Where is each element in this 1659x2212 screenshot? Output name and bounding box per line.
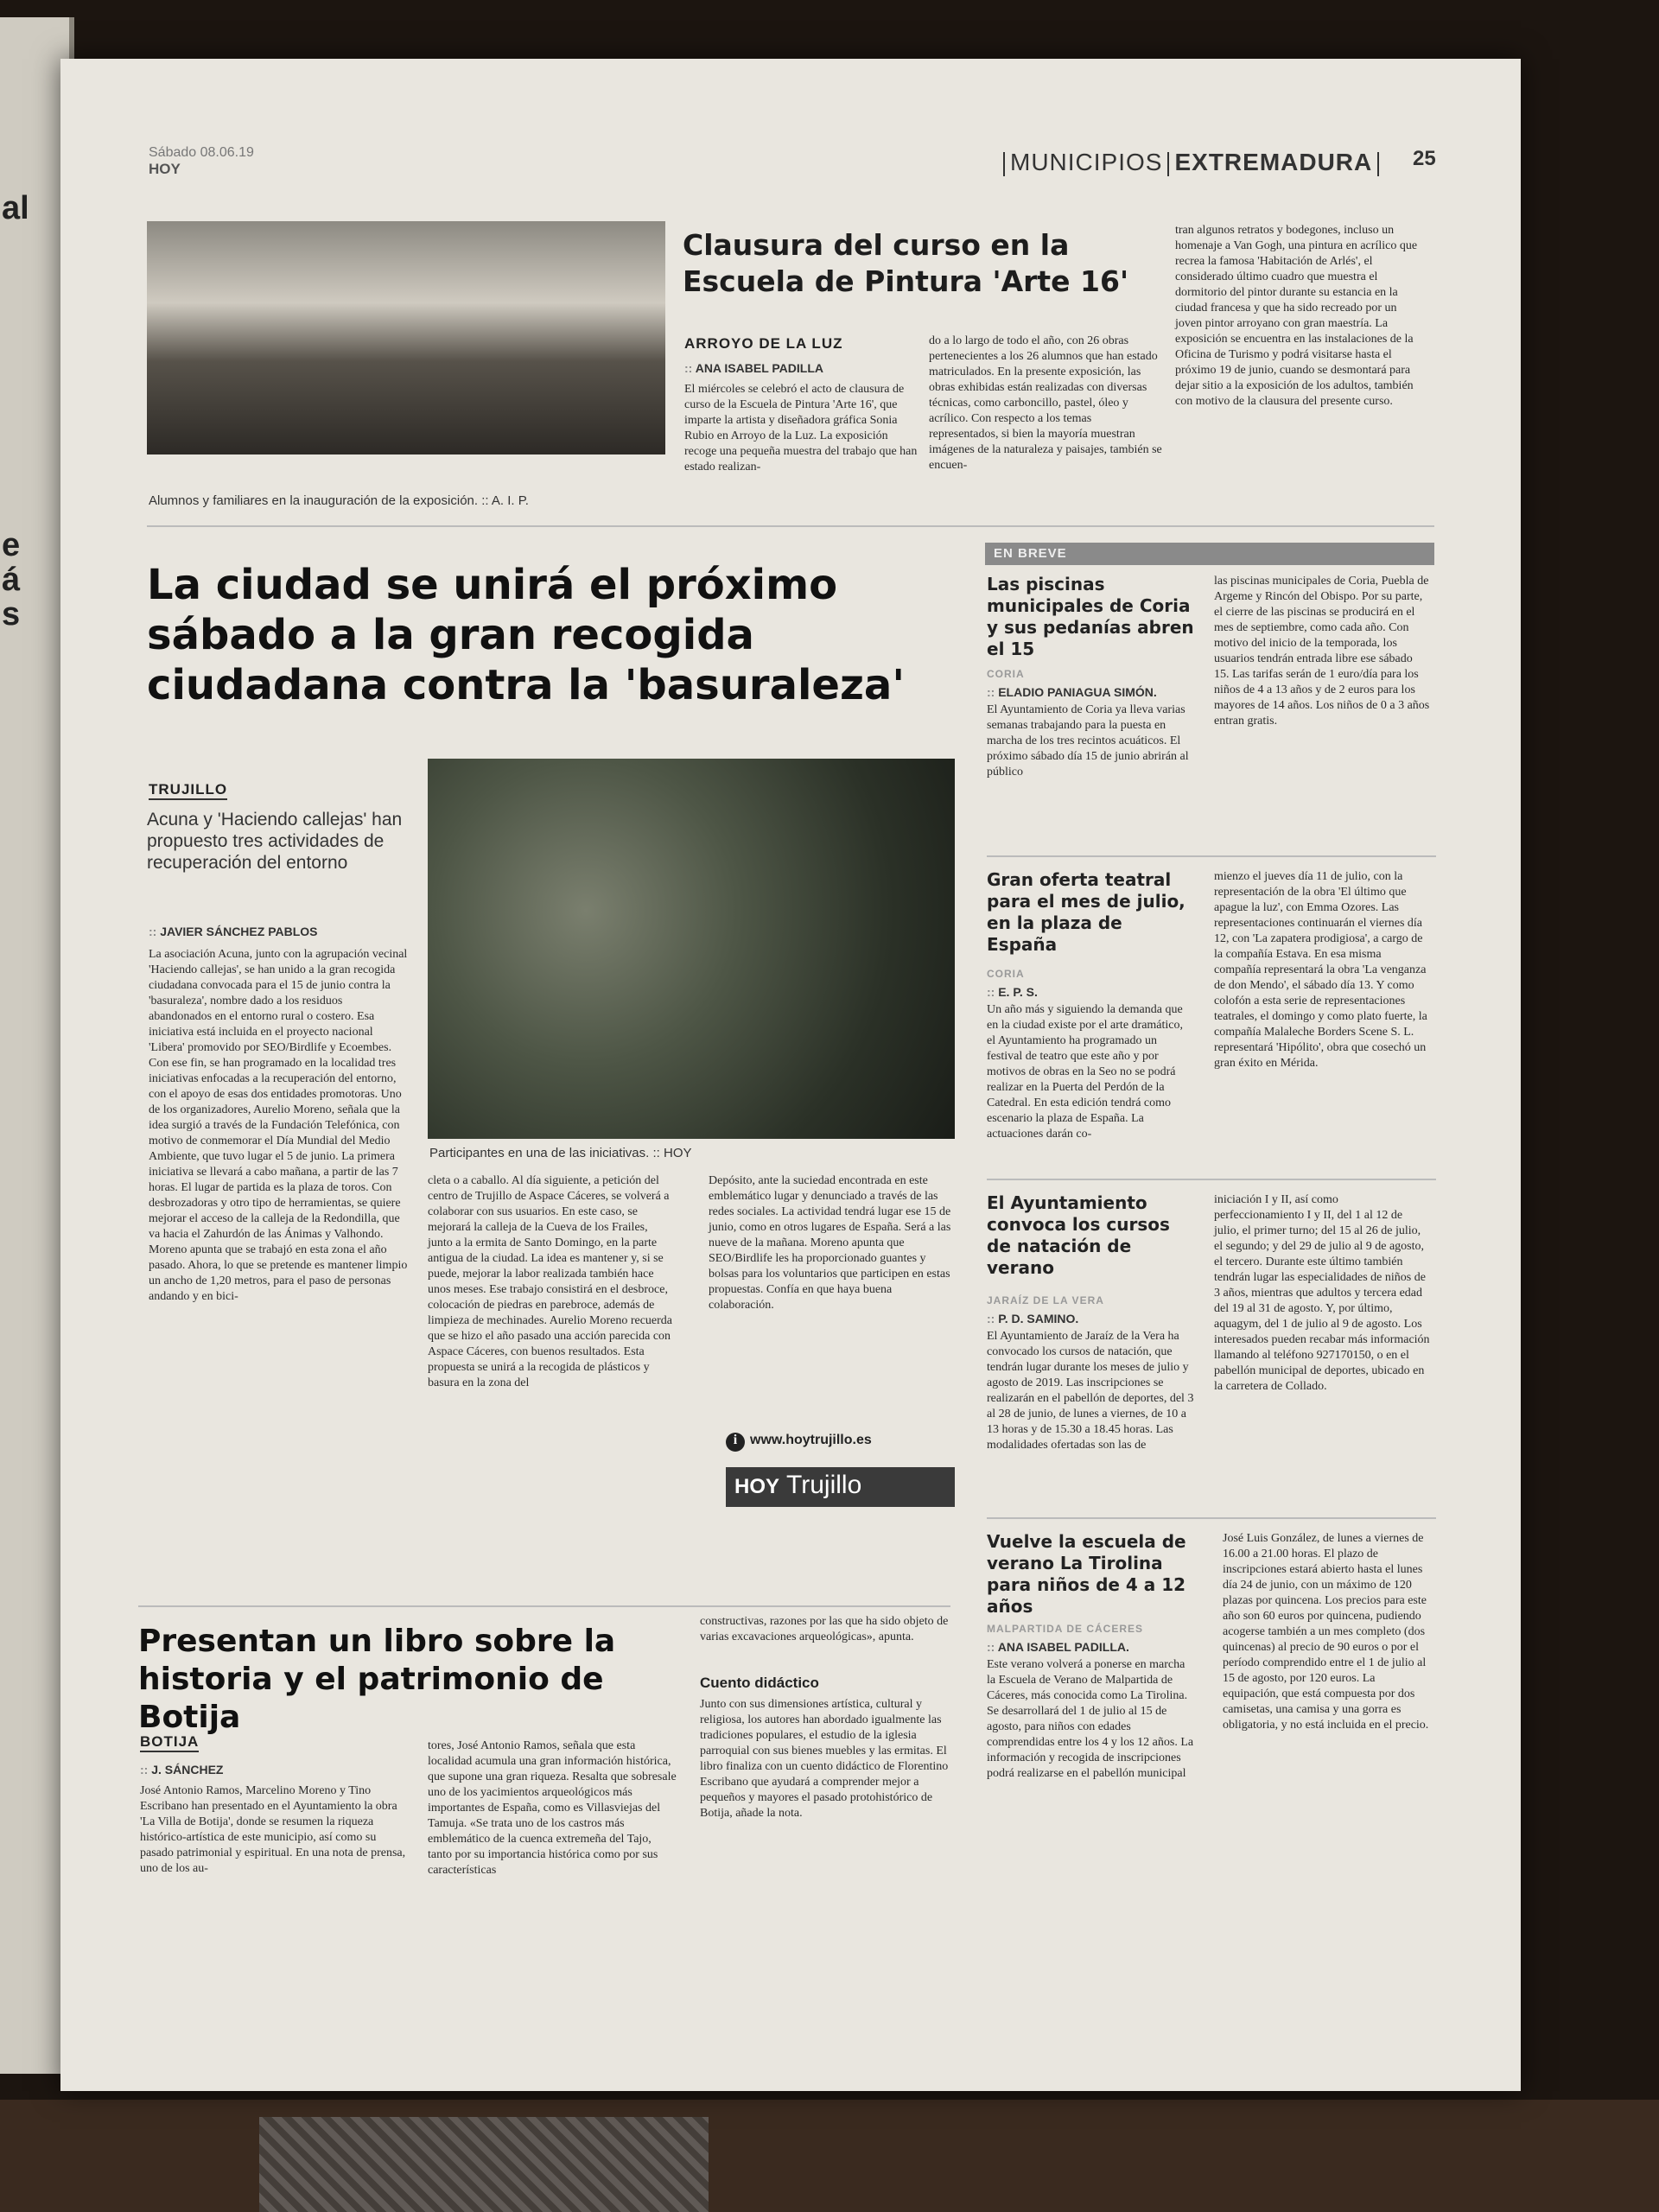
brief-location: CORIA [987,968,1025,980]
divider [138,1605,950,1607]
newspaper-page [60,59,1521,2091]
brief-location: MALPARTIDA DE CÁCERES [987,1623,1144,1635]
botija-text: constructivas, razones por las que ha sido objeto de varias excavaciones arqueológicas», apunta. [700,1615,949,1643]
brief-location: CORIA [987,668,1025,680]
left-fragment: á [2,562,21,598]
brief-title: Las piscinas municipales de Coria y sus pedanías abren el 15 [987,574,1194,659]
brief-text: Un año más y siguiendo la demanda que en la ciudad existe por el arte dramático, el Ayuntamiento ha programado un festival de teatro que este año y por motivos de obras en la Seo no se podrá realizar en la Puerta del Perdón de la Catedral. En esta edición tendrá como escenario la plaza de España. La actuaciones darán co- [987,1003,1184,1141]
volunteers-photo [428,759,955,1139]
brief-text: El Ayuntamiento de Coria ya lleva varias semanas trabajando para la puesta en marcha de los tres recintos acuáticos. El próximo sábado día 15 de junio abrirán al público [987,703,1189,779]
main-author: :: JAVIER SÁNCHEZ PABLOS [149,925,318,938]
brief-text: El Ayuntamiento de Jaraíz de la Vera ha convocado los cursos de natación, que tendrán lugar durante los meses de julio y agosto de 2019. Las inscripciones se realizarán en el pabellón de deportes, del 3 al 28 de junio, de lunes a viernes, de 10 a 13 horas y de 15.30 a 18.45 horas. Las modalidades ofertadas son las de [987,1330,1194,1452]
brief-title: El Ayuntamiento convoca los cursos de natación de verano [987,1192,1170,1278]
brief-title: Vuelve la escuela de verano La Tirolina para niños de 4 a 12 años [987,1531,1186,1617]
article-text: do a lo largo de todo el año, con 26 obras pertenecientes a los 26 alumnos que han estado matriculados. En la presente exposición, las obras exhibidas están realizadas con diversas técnicas, como carboncillo, pastel, óleo y acrílico. Con respecto a los temas representados, si bien la mayoría muestran imágenes de la naturaleza y paisajes, también se encuen- [929,334,1162,472]
left-fragment: al [2,190,29,226]
en-breve-bar [985,543,1434,565]
section-label: MUNICIPIOS [1010,149,1163,175]
main-text: cleta o a caballo. Al día siguiente, a petición del centro de Trujillo de Aspace Cáceres, se volverá a colaborar con sus usuarios. En este caso, se mejorará la calleja de la Cueva de los Frailes, junto a la ermita de Santo Domingo, en la parte antigua de la ciudad. La idea es mantener y, si se puede, mejorar la labor realizada también hace unos meses. Ese trabajo consistirá en el desbroce, colocación de piedras en parebroce, además de limpieza de mechinades. Aurelio Moreno recuerda que se hizo el año pasado una acción parecida con Aspace Cáceres, con buenos resultados. Esta propuesta se unirá a la recogida de plásticos y basura en la zona del [428,1174,672,1389]
divider [987,855,1436,857]
brief-text: mienzo el jueves día 11 de julio, con la representación de la obra 'El último que apague la luz', con Emma Ozores. Las representaciones continuarán el viernes día 12, con 'La zapatera prodigiosa', a cargo de la compañía Estava. En esa misma compañía representará la obra 'La venganza de don Mendo', el sábado día 13. Y como colofón a esta serie de representaciones teatrales, el domingo y como plato fuerte, la compañía Malaleche Borders Scene S. L. representará 'Hipólito', obra que cosechó un gran éxito en Mérida. [1214,870,1427,1070]
header-section [998,149,1384,176]
table-surface [0,2100,1659,2212]
divider [147,525,1434,527]
brief-location: JARAÍZ DE LA VERA [987,1294,1104,1306]
article-author: :: ANA ISABEL PADILLA [684,361,823,375]
divider [987,1517,1436,1519]
article-text: tran algunos retratos y bodegones, incluso un homenaje a Van Gogh, una pintura en acrílico que recrea la famosa 'Habitación de Arlés', el considerado último cuadro que muestra el dormitorio del pintor durante su estancia en la ciudad francesa y que ha sido recreado por un joven pintor arroyano con gran maestría. La exposición se encuentra en las instalaciones de la Oficina de Turismo y podrá visitarse hasta el próximo 19 de junio, cuando se desmontará para dejar sitio a la exposición de los adultos, también con motivo de la clausura del presente curso. [1175,224,1418,408]
botija-text: José Antonio Ramos, Marcelino Moreno y Tino Escribano han presentado en el Ayuntamiento la obra 'La Villa de Botija', donde se resumen la riqueza histórico-artística de este municipio, así como su pasado patrimonial y espiritual. En una nota de prensa, uno de los au- [140,1784,406,1875]
photo-caption: Alumnos y familiares en la inauguración de la exposición. :: A. I. P. [149,493,529,508]
brief-author: :: E. P. S. [987,985,1038,999]
left-fragment: s [2,596,21,632]
header-paper: HOY [149,161,181,177]
brief-text: José Luis González, de lunes a viernes de 16.00 a 21.00 horas. El plazo de inscripciones estará abierto hasta el lunes día 24 de junio, con un máximo de 120 plazas por quincena. Los precios para este año son 60 euros por quincena, pudiendo acogerse también a un mes completo (dos quincenas) al precio de 90 euros o por el período comprendido entre el 1 de julio al 15 de agosto, por 120 euros. La equipación, que está compuesta por dos camisetas, una camisa y una gorra es obligatoria, y no está incluida en el precio. [1223,1532,1429,1732]
botija-text: tores, José Antonio Ramos, señala que esta localidad acumula una gran información histórica, que supone una gran riqueza. Resalta que sobresale uno de los yacimientos arqueológicos más importantes de España, como es Villasviejas del Tamuja. «Se trata uno de los castros más emblemático de la cuenca extremeña del Tajo, tanto por su importancia histórica como por sus características [428,1739,677,1877]
exhibition-photo [147,221,665,454]
region-label: EXTREMADURA [1174,149,1373,175]
brief-text: iniciación I y II, así como perfeccionamiento I y II, del 1 al 12 de julio, el primer turno; del 15 al 26 de julio, el segundo; y del 29 de julio al 9 de agosto, el tercero. Durante este último también tendrán lugar las especialidades de niños de 3 años, mientras que adultos y tercera edad del 19 al 31 de agosto. Y, por último, aquagym, del 1 de julio al 9 de agosto. Los interesados pueden recabar más información llamando al teléfono 927170150, o en el pabellón municipal de deportes, ubicado en la carretera de Collado. [1214,1193,1430,1393]
en-breve-label: EN BREVE [994,546,1067,561]
main-text: La asociación Acuna, junto con la agrupación vecinal 'Haciendo callejas', se han unido a la gran recogida ciudadana convocada para el 15 de junio contra la 'basuraleza', nombre dado a los residuos abandonados en el entorno rural o costero. Esa iniciativa está incluida en el proyecto nacional 'Libera' promovido por SEO/Birdlife y Ecoembes. Con ese fin, se han programado en la localidad tres iniciativas enfocadas a la recuperación del entorno, con el apoyo de esas dos entidades promotoras. Uno de los organizadores, Aurelio Moreno, señala que la idea surgió a través de la Fundación Telefónica, con motivo de conmemorar el Día Mundial del Medio Ambiente, que tuvo lugar el 5 de junio. La primera iniciativa se llevará a cabo mañana, a partir de las 7 horas. El lugar de partida es la plaza de toros. Con desbrozadoras y otro tipo de herramientas, se quiere mejorar el acceso de la calleja de la Redondilla, que va hacia el Zahurdón de las Ánimas y Valhondo. Moreno apunta que se trabajó en esta zona el año pasado. Ahora, lo que se pretende es mantener limpio un ancho de 1,20 metros, para el paso de personas andando y en bici- [149,948,408,1303]
main-headline: La ciudad se unirá el próximo sábado a la gran recogida ciudadana contra la 'basuraleza' [147,561,906,709]
cloth-edge [259,2117,709,2212]
article-location: ARROYO DE LA LUZ [684,335,843,352]
logo-hoy: HOY [734,1475,780,1498]
botija-location: BOTIJA [140,1733,199,1752]
brief-text: las piscinas municipales de Coria, Puebla de Argeme y Rincón del Obispo. Por su parte, el cierre de las piscinas se producirá en el mes de septiembre, como cada año. Con motivo del inicio de la temporada, los usuarios tendrán entrada libre ese sábado 15. Las tarifas serán de 1 euro/día para los niños de 4 a 13 años y de 2 euros para los mayores de 14 años. Los niños de 0 a 3 años entran gratis. [1214,575,1430,728]
article-title: Clausura del curso en la Escuela de Pintura 'Arte 16' [683,228,1129,298]
botija-headline: Presentan un libro sobre la historia y el patrimonio de Botija [138,1624,616,1735]
divider [987,1179,1436,1180]
hoy-trujillo-logo [726,1467,955,1507]
main-subtitle: Acuna y 'Haciendo callejas' han propuesto tres actividades de recuperación del entorno [147,810,403,873]
photo-caption: Participantes en una de las iniciativas. :: HOY [429,1146,692,1160]
botija-author: :: J. SÁNCHEZ [140,1763,223,1777]
website-link[interactable]: i www.hoytrujillo.es [726,1433,872,1452]
botija-subhead: Cuento didáctico [700,1675,819,1691]
brief-author: :: ELADIO PANIAGUA SIMÓN. [987,685,1157,699]
brief-author: :: ANA ISABEL PADILLA. [987,1640,1129,1654]
page-number: 25 [1413,147,1436,170]
brief-title: Gran oferta teatral para el mes de julio, en la plaza de España [987,869,1185,955]
left-fragment: e [2,527,21,563]
header-date: Sábado 08.06.19 [149,145,254,160]
logo-city: Trujillo [786,1471,862,1499]
main-location: TRUJILLO [149,781,227,800]
botija-text: Junto con sus dimensiones artística, cultural y religiosa, los autores han abordado igualmente las tradiciones populares, el estudio de la iglesia parroquial con sus bienes muebles y las ermitas. El libro finaliza con un cuento didáctico de Florentino Escribano que ayudará a comprender mejor a pequeños y mayores el pasado protohistórico de Botija, añade la nota. [700,1698,949,1820]
main-text: Depósito, ante la suciedad encontrada en este emblemático lugar y denunciado a través de las redes sociales. La actividad tendrá lugar ese 15 de junio, como en otros lugares de España. Será a las nueve de la mañana. Moreno apunta que SEO/Birdlife les ha proporcionado guantes y bolsas para los voluntarios que participen en estas propuestas. Confía en que haya buena colaboración. [709,1174,951,1312]
brief-text: Este verano volverá a ponerse en marcha la Escuela de Verano de Malpartida de Cáceres, más conocida como La Tirolina. Se desarrollará del 1 de julio al 15 de agosto, para niños con edades comprendidas entre los 4 y los 12 años. La información y recogida de inscripciones podrá realizarse en el pabellón municipal [987,1658,1194,1780]
article-text: El miércoles se celebró el acto de clausura de curso de la Escuela de Pintura 'Arte 16', que imparte la artista y diseñadora gráfica Sonia Rubio en Arroyo de la Luz. La exposición recoge una pequeña muestra del trabajo que han estado realizan- [684,383,918,474]
brief-author: :: P. D. SAMINO. [987,1312,1078,1325]
